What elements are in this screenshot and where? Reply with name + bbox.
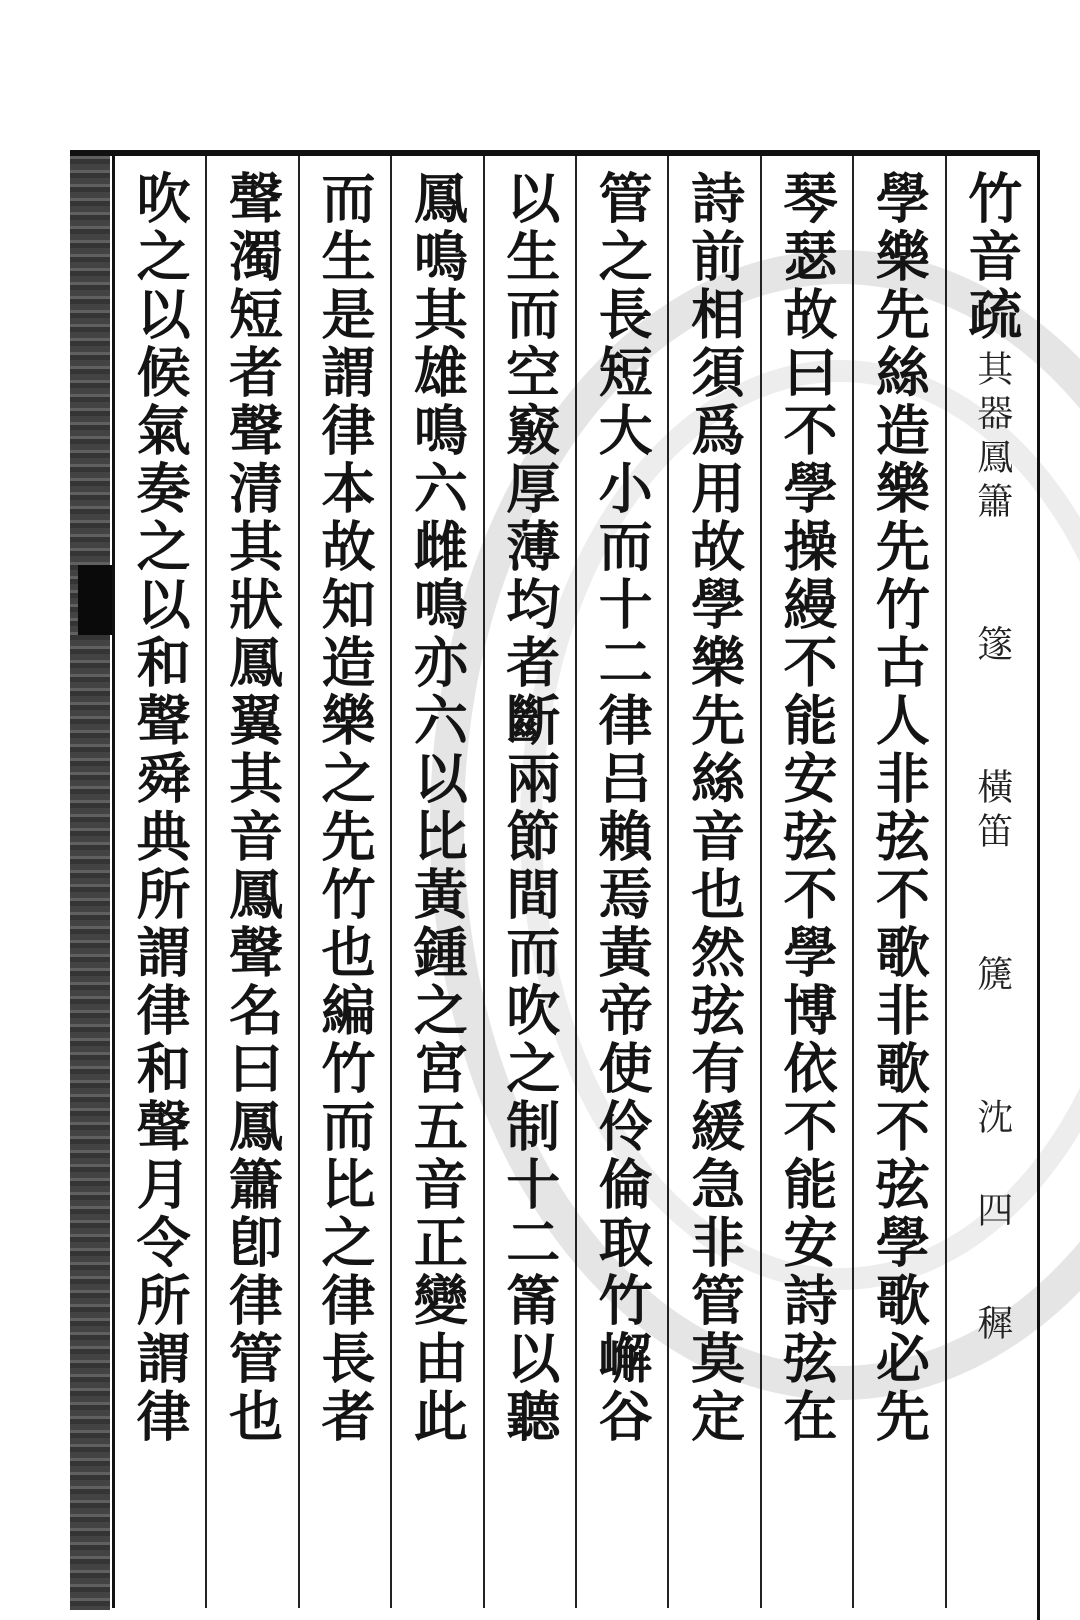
- column-text: 學樂先絲造樂先竹古人非弦不歌非歌不弦學歌必先: [867, 170, 932, 1446]
- text-column: [483, 156, 575, 1608]
- section-subtitle: [971, 350, 1013, 1348]
- subtitle-item: 橫笛: [971, 768, 1013, 856]
- column-text: 鳳鳴其雄鳴六雌鳴亦六以比黃鍾之宮五音正變由此: [405, 170, 470, 1446]
- column-text: 而生是謂律本故知造樂之先竹也編竹而比之律長者: [312, 170, 377, 1446]
- text-column: [205, 156, 297, 1608]
- text-column: [667, 156, 759, 1608]
- subtitle-item: 四: [971, 1191, 1013, 1235]
- column-text: 詩前相須爲用故學樂先絲音也然弦有緩急非管莫定: [682, 170, 747, 1446]
- text-column: [298, 156, 390, 1608]
- text-column: [760, 156, 852, 1608]
- subtitle-item: 篪: [971, 955, 1013, 999]
- column-text: 吹之以候氣奏之以和聲舜典所謂律和聲月令所謂律: [128, 170, 193, 1446]
- title-column: [945, 156, 1037, 1608]
- subtitle-item: 沈: [971, 1098, 1013, 1142]
- column-text: 聲濁短者聲清其狀鳳翼其音鳳聲名曰鳳簫卽律管也: [220, 170, 285, 1446]
- subtitle-item: 穉: [971, 1304, 1013, 1348]
- subtitle-item: 其器鳳簫: [971, 350, 1013, 526]
- text-columns: [112, 156, 1037, 1608]
- text-column: [852, 156, 944, 1608]
- text-column: [575, 156, 667, 1608]
- text-column: [390, 156, 482, 1608]
- column-text: 以生而空竅厚薄均者斷兩節間而吹之制十二筩以聽: [497, 170, 562, 1446]
- column-text: 管之長短大小而十二律吕賴焉黃帝使伶倫取竹嶰谷: [590, 170, 655, 1446]
- section-title: 竹音疏: [959, 170, 1024, 344]
- subtitle-item: 篴: [971, 625, 1013, 669]
- text-column: [112, 156, 205, 1608]
- column-text: 琴瑟故曰不學操縵不能安弦不學博依不能安詩弦在: [774, 170, 839, 1446]
